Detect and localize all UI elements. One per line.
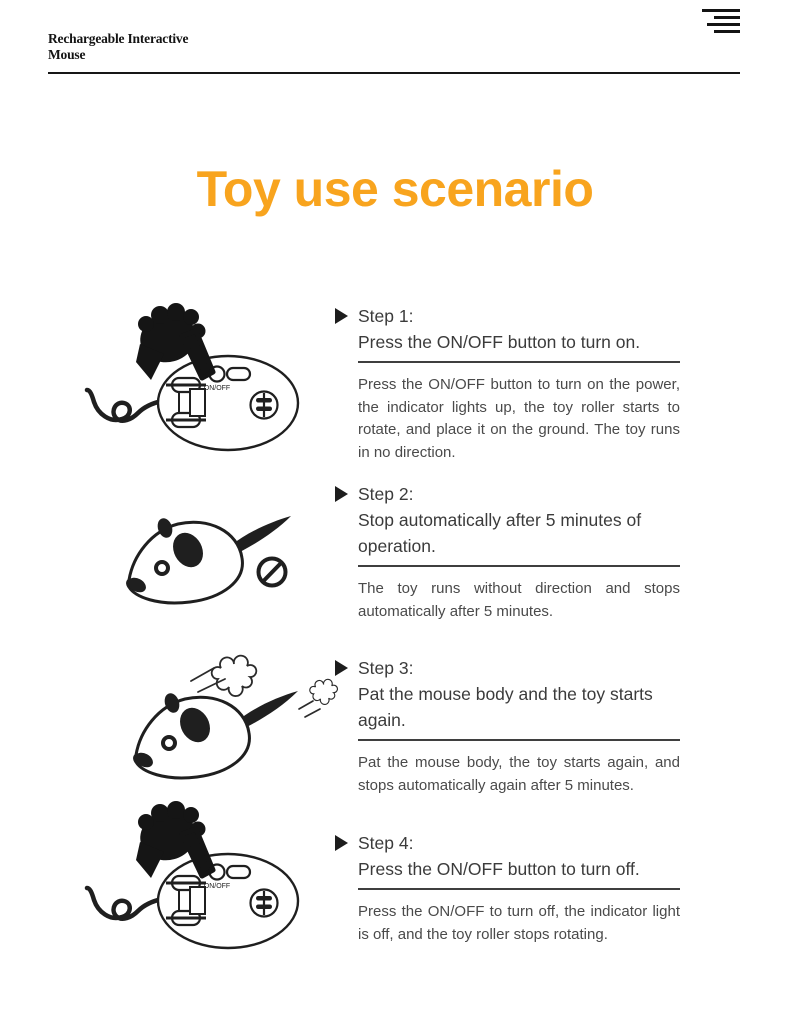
step-row-2: [0, 481, 790, 638]
step-subtitle: Press the ON/OFF button to turn on.: [358, 329, 680, 363]
step-body: The toy runs without direction and stops automatically after 5 minutes.: [358, 580, 680, 620]
steps-list: [0, 303, 790, 973]
right-triangle-icon: [335, 660, 348, 676]
mouse-toy-icon: [133, 691, 298, 778]
header: [48, 0, 740, 74]
step-label: Step 3:: [358, 658, 414, 678]
brand-line-1: Rechargeable Interactive: [48, 31, 189, 46]
right-triangle-icon: [335, 835, 348, 851]
menu-bar: [702, 9, 740, 12]
step-subtitle: Press the ON/OFF button to turn off.: [358, 856, 680, 890]
step-subtitle: Stop automatically after 5 minutes of operation.: [358, 507, 680, 567]
toy-bottom-with-hand-icon: [87, 303, 298, 450]
menu-bar: [714, 16, 740, 19]
toy-bottom-with-hand-icon: [87, 801, 298, 948]
step3-text: [335, 655, 680, 797]
right-triangle-icon: [335, 308, 348, 324]
step-row-1: [0, 303, 790, 464]
step-body: Press the ON/OFF button to turn on the power, the indicator lights up, the toy roller starts to rotate, and place it on the ground. The toy runs in no direction.: [358, 376, 680, 461]
step-row-3: [0, 655, 790, 813]
step-body: Pat the mouse body, the toy starts again, and stops automatically again after 5 minutes.: [358, 754, 680, 794]
step3-illustration-mouse-running: [0, 655, 335, 813]
step-label: Step 1:: [358, 306, 414, 326]
step-label: Step 4:: [358, 833, 414, 853]
menu-icon[interactable]: [702, 9, 740, 33]
menu-bar: [707, 23, 740, 26]
step2-text: [335, 481, 680, 623]
step-row-4: [0, 830, 790, 956]
step4-text: [335, 830, 680, 946]
step1-text: [335, 303, 680, 464]
brand-line-2: Mouse: [48, 47, 86, 62]
step2-illustration-mouse-stopped: [0, 481, 335, 638]
prohibition-icon: [259, 559, 286, 586]
step4-illustration-hand-press-off: [0, 830, 335, 956]
step-label: Step 2:: [358, 484, 414, 504]
brand-title: [48, 31, 740, 63]
menu-bar: [714, 30, 740, 33]
step-body: Press the ON/OFF to turn off, the indicator light is off, and the toy roller stops rotating.: [358, 903, 680, 943]
page-title: Toy use scenario: [196, 161, 594, 217]
step1-illustration-hand-press-on: [0, 303, 335, 458]
right-triangle-icon: [335, 486, 348, 502]
step-subtitle: Pat the mouse body and the toy starts again.: [358, 681, 680, 741]
